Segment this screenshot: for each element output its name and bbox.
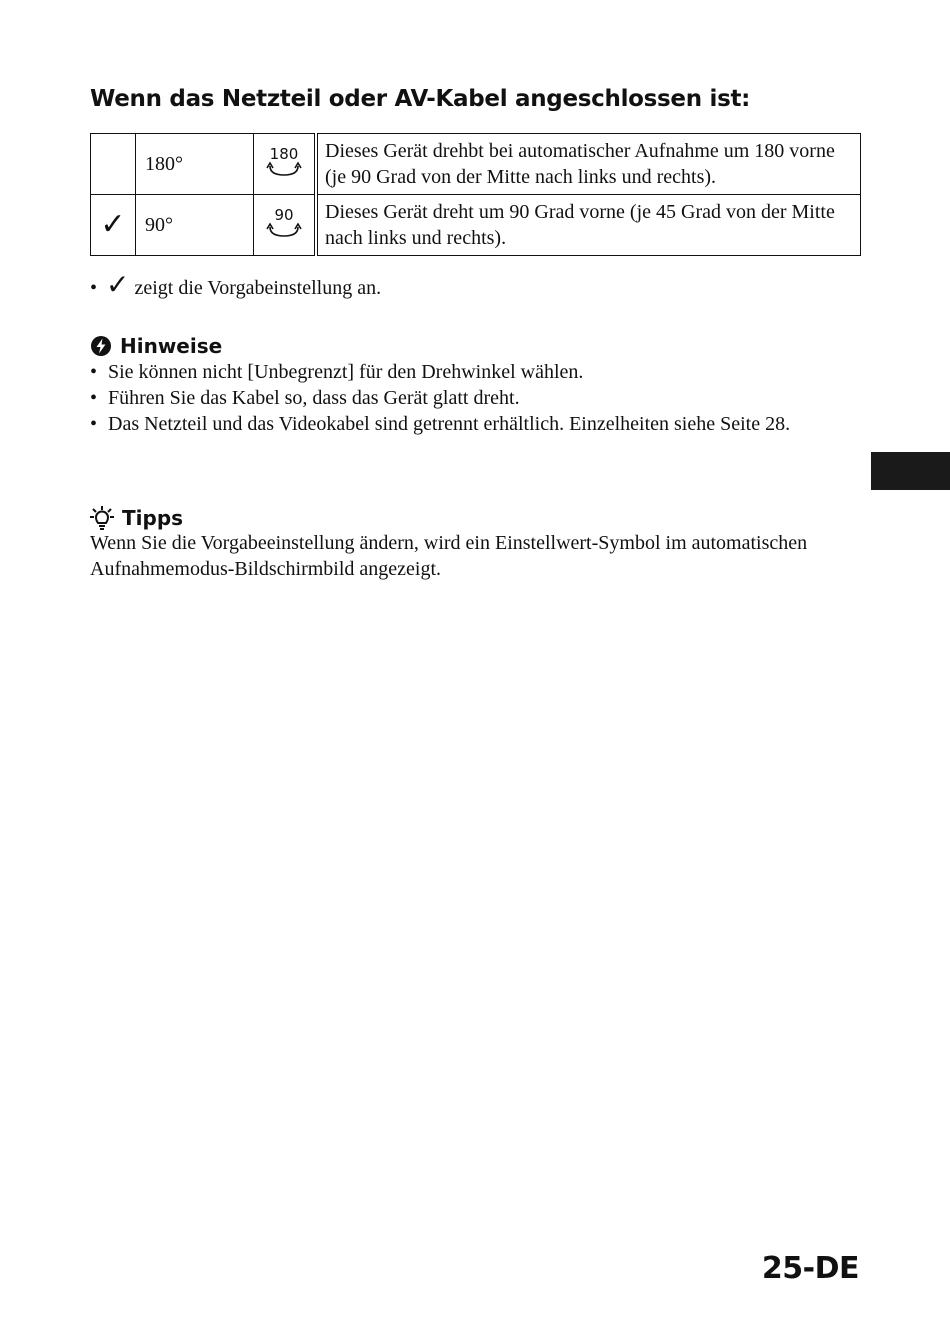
tipps-text: Wenn Sie die Vorgabeeinstellung ändern, wird ein Einstellwert-Symbol im automatischen Aufnahmemodus-Bildschirmbild angezeigt. (90, 532, 808, 580)
table-row (91, 134, 861, 195)
angle-cell: 90° (136, 195, 254, 256)
angle-cell: 180° (136, 134, 254, 195)
rotation-settings-table (90, 133, 861, 256)
lightbulb-icon (90, 505, 114, 531)
rotate-180-icon (254, 134, 317, 195)
icon-label: 180 (269, 144, 299, 163)
default-check-cell (91, 134, 136, 195)
bullet: • (90, 277, 98, 299)
section-heading: Wenn das Netzteil oder AV-Kabel angeschlossen ist: (90, 86, 751, 112)
description-cell: Dieses Gerät drehbt bei automatischer Aufnahme um 180 vorne (je 90 Grad von der Mitte nach links und rechts). (316, 134, 861, 195)
table-row (91, 195, 861, 256)
check-mark-icon: ✓ (106, 270, 130, 301)
list-item: • Das Netzteil und das Videokabel sind getrennt erhältlich. Einzelheiten siehe Seite 28. (90, 411, 850, 437)
tipps-heading (90, 505, 183, 531)
tipps-title: Tipps (122, 506, 184, 530)
list-item: • Sie können nicht [Unbegrenzt] für den Drehwinkel wählen. (90, 359, 850, 385)
hinweise-list (90, 359, 850, 437)
default-check-cell: ✓ (91, 195, 136, 256)
page-number: 25-DE (761, 1251, 859, 1286)
default-note-text: zeigt die Vorgabeinstellung an. (134, 277, 382, 299)
default-setting-note (90, 270, 382, 301)
icon-label: 90 (274, 205, 294, 224)
caution-icon (90, 335, 112, 357)
description-cell: Dieses Gerät dreht um 90 Grad vorne (je 45 Grad von der Mitte nach links und rechts). (316, 195, 861, 256)
section-side-tab (871, 452, 950, 490)
list-item: • Führen Sie das Kabel so, dass das Gerät glatt dreht. (90, 385, 850, 411)
hinweise-title: Hinweise (120, 334, 223, 358)
rotate-90-icon (254, 195, 317, 256)
hinweise-heading (90, 334, 222, 358)
